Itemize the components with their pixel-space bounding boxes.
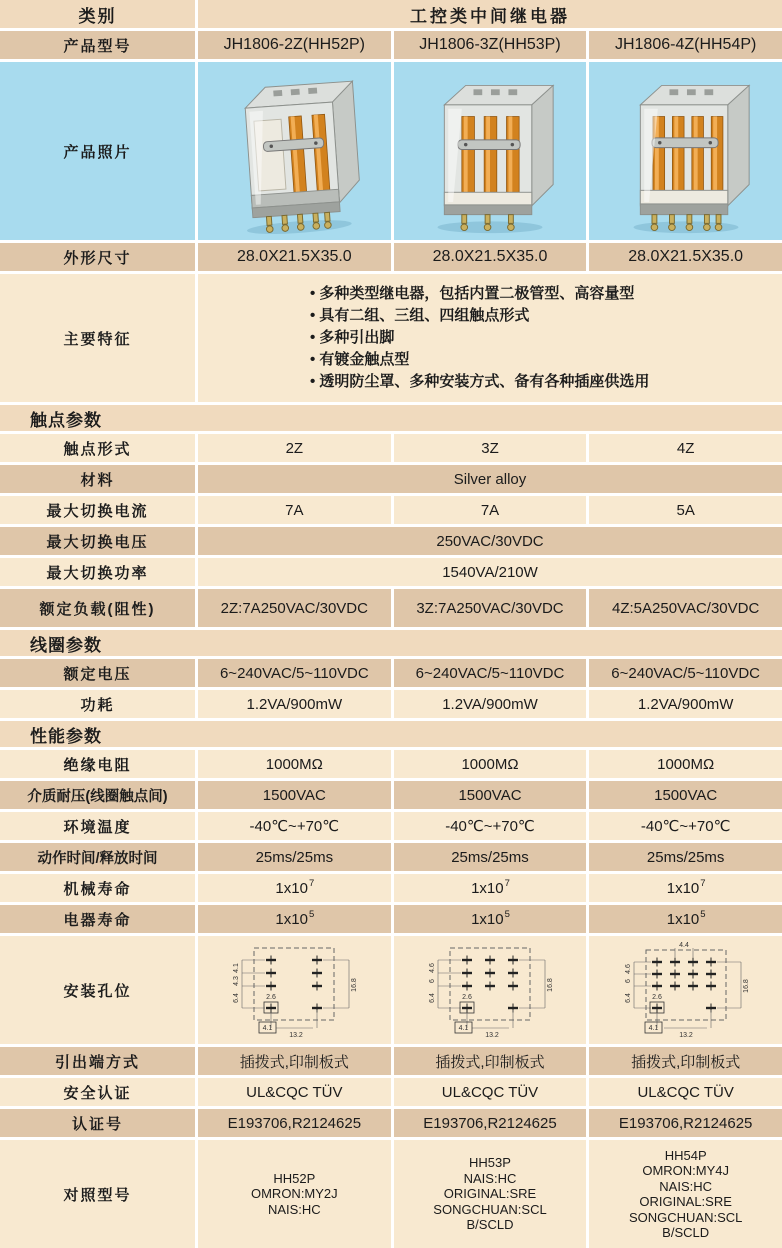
cross-reference-line: SONGCHUAN:SCL (433, 1201, 547, 1217)
feature-item: • 多种类型继电器，包括内置二极管型、高容量型 (310, 283, 649, 305)
insulation-value: 1000MΩ (589, 750, 782, 778)
rated-load-label: 额定负载(阻性) (0, 589, 195, 627)
model-label: 产品型号 (0, 31, 195, 59)
row-max-current (0, 496, 782, 524)
row-mech-life (0, 874, 782, 902)
svg-text:13.2: 13.2 (485, 1032, 499, 1039)
max-voltage-label: 最大切换电压 (0, 527, 195, 555)
mounting-cell (589, 936, 782, 1044)
cross-reference-line: ORIGINAL:SRE (639, 1194, 732, 1209)
feature-item: • 多种引出脚 (310, 327, 649, 349)
max-power-label: 最大切换功率 (0, 558, 195, 586)
cross-reference-line: NAIS:HC (463, 1170, 517, 1186)
mounting-diagram-2z (209, 940, 379, 1040)
terminal-value: 插拨式,印制板式 (589, 1047, 782, 1075)
svg-text:6.4: 6.4 (428, 993, 436, 1003)
dimensions-value: 28.0X21.5X35.0 (589, 243, 782, 271)
svg-text:6: 6 (428, 979, 436, 983)
cross-reference-cell (198, 1140, 391, 1248)
elec-life-base: 1x10 (471, 910, 504, 928)
cert-value: E193706,R2124625 (394, 1109, 587, 1137)
mounting-diagram-3z (405, 940, 575, 1040)
elec-life-exponent: 5 (504, 908, 510, 920)
row-model (0, 31, 782, 59)
svg-text:4.6: 4.6 (428, 963, 436, 973)
row-section-contact (0, 405, 782, 431)
photo-cell (589, 62, 782, 240)
elec-life-label: 电器寿命 (0, 905, 195, 933)
cert-label: 认证号 (0, 1109, 195, 1137)
row-rated-voltage (0, 659, 782, 687)
photo-cell (394, 62, 587, 240)
row-dimensions (0, 243, 782, 271)
rated-load-value: 3Z:7A250VAC/30VDC (394, 589, 587, 627)
model-value: JH1806-3Z(HH53P) (394, 31, 587, 59)
mech-life-base: 1x10 (666, 879, 700, 897)
coil-power-value: 1.2VA/900mW (198, 690, 391, 718)
row-material (0, 465, 782, 493)
row-elec-life (0, 905, 782, 933)
relay-4z-photo (612, 66, 760, 236)
temperature-value: -40℃~+70℃ (589, 812, 782, 840)
features-cell (198, 274, 782, 402)
row-rated-load (0, 589, 782, 627)
row-section-coil (0, 630, 782, 656)
row-cert (0, 1109, 782, 1137)
relay-3z-photo (416, 66, 564, 236)
terminal-value: 插拨式,印制板式 (394, 1047, 587, 1075)
svg-text:4.1: 4.1 (648, 1025, 659, 1032)
operate-release-value: 25ms/25ms (198, 843, 391, 871)
operate-release-value: 25ms/25ms (394, 843, 587, 871)
mounting-label: 安装孔位 (0, 936, 195, 1044)
safety-value: UL&CQC TÜV (198, 1078, 391, 1106)
photo-label: 产品照片 (0, 62, 195, 240)
feature-item: • 具有二组、三组、四组触点形式 (310, 305, 649, 327)
row-temperature (0, 812, 782, 840)
mech-life-exponent: 7 (308, 877, 315, 889)
operate-release-value: 25ms/25ms (589, 843, 782, 871)
cross-reference-cell (394, 1140, 587, 1248)
svg-text:4.1: 4.1 (458, 1025, 469, 1032)
cross-reference-line: HH53P (469, 1155, 511, 1171)
insulation-value: 1000MΩ (198, 750, 391, 778)
terminal-label: 引出端方式 (0, 1047, 195, 1075)
feature-item: • 有镀金触点型 (310, 349, 649, 371)
category-label: 类别 (0, 0, 195, 28)
rated-voltage-label: 额定电压 (0, 659, 195, 687)
cross-reference-cell (589, 1140, 782, 1248)
features-list (310, 283, 649, 393)
operate-release-label: 动作时间/释放时间 (0, 843, 195, 871)
svg-text:16.8: 16.8 (546, 978, 554, 992)
cert-value: E193706,R2124625 (589, 1109, 782, 1137)
cross-reference-line: B/SCLD (466, 1217, 514, 1233)
dimensions-label: 外形尺寸 (0, 243, 195, 271)
row-cross-reference (0, 1140, 782, 1248)
safety-value: UL&CQC TÜV (589, 1078, 782, 1106)
relay-2z-photo (215, 62, 374, 240)
max-current-value: 7A (198, 496, 391, 524)
coil-power-label: 功耗 (0, 690, 195, 718)
elec-life-value (589, 905, 782, 933)
row-mounting (0, 936, 782, 1044)
features-label: 主要特征 (0, 274, 195, 402)
cross-reference-line: SONGCHUAN:SCL (628, 1209, 743, 1225)
row-dielectric (0, 781, 782, 809)
row-operate-release (0, 843, 782, 871)
svg-text:4.4: 4.4 (678, 942, 689, 949)
temperature-value: -40℃~+70℃ (198, 812, 391, 840)
cross-reference-line: HH52P (273, 1170, 316, 1186)
mounting-cell (198, 936, 391, 1044)
svg-text:13.2: 13.2 (289, 1032, 304, 1039)
cross-reference-line: HH54P (664, 1147, 707, 1163)
model-value: JH1806-4Z(HH54P) (589, 31, 782, 59)
mech-life-base: 1x10 (275, 879, 308, 897)
svg-text:4.6: 4.6 (624, 964, 632, 974)
svg-text:16.8: 16.8 (742, 979, 750, 993)
max-current-value: 5A (589, 496, 782, 524)
max-current-value: 7A (394, 496, 587, 524)
mech-life-value (198, 874, 391, 902)
svg-text:2.6: 2.6 (462, 994, 472, 1001)
max-voltage-value: 250VAC/30VDC (198, 527, 782, 555)
max-power-value: 1540VA/210W (198, 558, 782, 586)
cross-reference-line: OMRON:MY4J (642, 1163, 729, 1178)
feature-item: • 透明防尘罩、多种安装方式、备有各种插座供选用 (310, 371, 649, 393)
cert-value: E193706,R2124625 (198, 1109, 391, 1137)
mounting-diagram-4z (601, 940, 771, 1040)
dielectric-label: 介质耐压(线圈触点间) (0, 781, 195, 809)
row-max-voltage (0, 527, 782, 555)
dimensions-value: 28.0X21.5X35.0 (198, 243, 391, 271)
svg-text:13.2: 13.2 (678, 1032, 693, 1039)
insulation-label: 绝缘电阻 (0, 750, 195, 778)
elec-life-base: 1x10 (666, 910, 700, 928)
dielectric-value: 1500VAC (394, 781, 587, 809)
row-section-performance (0, 721, 782, 747)
cross-reference-line: NAIS:HC (267, 1201, 321, 1217)
elec-life-value (198, 905, 391, 933)
mounting-cell (394, 936, 587, 1044)
contact-form-value: 4Z (589, 434, 782, 462)
row-category (0, 0, 782, 28)
material-value: Silver alloy (198, 465, 782, 493)
model-value: JH1806-2Z(HH52P) (198, 31, 391, 59)
max-current-label: 最大切换电流 (0, 496, 195, 524)
row-contact-form (0, 434, 782, 462)
dimensions-value: 28.0X21.5X35.0 (394, 243, 587, 271)
svg-text:16.8: 16.8 (351, 978, 359, 992)
coil-power-value: 1.2VA/900mW (394, 690, 587, 718)
section-title-contact: 触点参数 (0, 405, 782, 431)
material-label: 材料 (0, 465, 195, 493)
row-features (0, 274, 782, 402)
contact-form-value: 2Z (198, 434, 391, 462)
svg-text:4.1: 4.1 (233, 963, 241, 973)
svg-text:6.4: 6.4 (624, 993, 632, 1003)
dielectric-value: 1500VAC (198, 781, 391, 809)
cross-reference-line: B/SCLD (662, 1225, 710, 1240)
rated-voltage-value: 6~240VAC/5~110VDC (394, 659, 587, 687)
svg-text:2.6: 2.6 (651, 994, 662, 1001)
terminal-value: 插拨式,印制板式 (198, 1047, 391, 1075)
coil-power-value: 1.2VA/900mW (589, 690, 782, 718)
row-coil-power (0, 690, 782, 718)
temperature-label: 环境温度 (0, 812, 195, 840)
svg-text:6: 6 (624, 979, 632, 983)
mech-life-value (589, 874, 782, 902)
cross-reference-line: OMRON:MY2J (250, 1186, 338, 1202)
category-title: 工控类中间继电器 (198, 0, 782, 28)
safety-value: UL&CQC TÜV (394, 1078, 587, 1106)
row-max-power (0, 558, 782, 586)
safety-label: 安全认证 (0, 1078, 195, 1106)
photo-cell (198, 62, 391, 240)
row-photo (0, 62, 782, 240)
mech-life-value (394, 874, 587, 902)
rated-voltage-value: 6~240VAC/5~110VDC (589, 659, 782, 687)
cross-reference-line: NAIS:HC (659, 1178, 713, 1194)
mech-life-exponent: 7 (700, 877, 706, 889)
rated-load-value: 2Z:7A250VAC/30VDC (198, 589, 391, 627)
mech-life-base: 1x10 (471, 879, 504, 897)
section-title-coil: 线圈参数 (0, 630, 782, 656)
elec-life-exponent: 5 (308, 908, 315, 920)
row-insulation (0, 750, 782, 778)
cross-reference-label: 对照型号 (0, 1140, 195, 1248)
svg-text:6.4: 6.4 (233, 993, 241, 1003)
row-safety (0, 1078, 782, 1106)
rated-load-value: 4Z:5A250VAC/30VDC (589, 589, 782, 627)
contact-form-value: 3Z (394, 434, 587, 462)
cross-reference-line: ORIGINAL:SRE (443, 1186, 537, 1202)
svg-text:2.6: 2.6 (266, 994, 277, 1001)
insulation-value: 1000MΩ (394, 750, 587, 778)
row-terminal (0, 1047, 782, 1075)
rated-voltage-value: 6~240VAC/5~110VDC (198, 659, 391, 687)
elec-life-base: 1x10 (275, 910, 308, 928)
elec-life-exponent: 5 (700, 908, 706, 920)
mech-life-exponent: 7 (504, 877, 510, 889)
mech-life-label: 机械寿命 (0, 874, 195, 902)
svg-text:4.3: 4.3 (233, 976, 241, 986)
temperature-value: -40℃~+70℃ (394, 812, 587, 840)
section-title-performance: 性能参数 (0, 721, 782, 747)
elec-life-value (394, 905, 587, 933)
contact-form-label: 触点形式 (0, 434, 195, 462)
svg-text:4.1: 4.1 (262, 1025, 273, 1032)
dielectric-value: 1500VAC (589, 781, 782, 809)
